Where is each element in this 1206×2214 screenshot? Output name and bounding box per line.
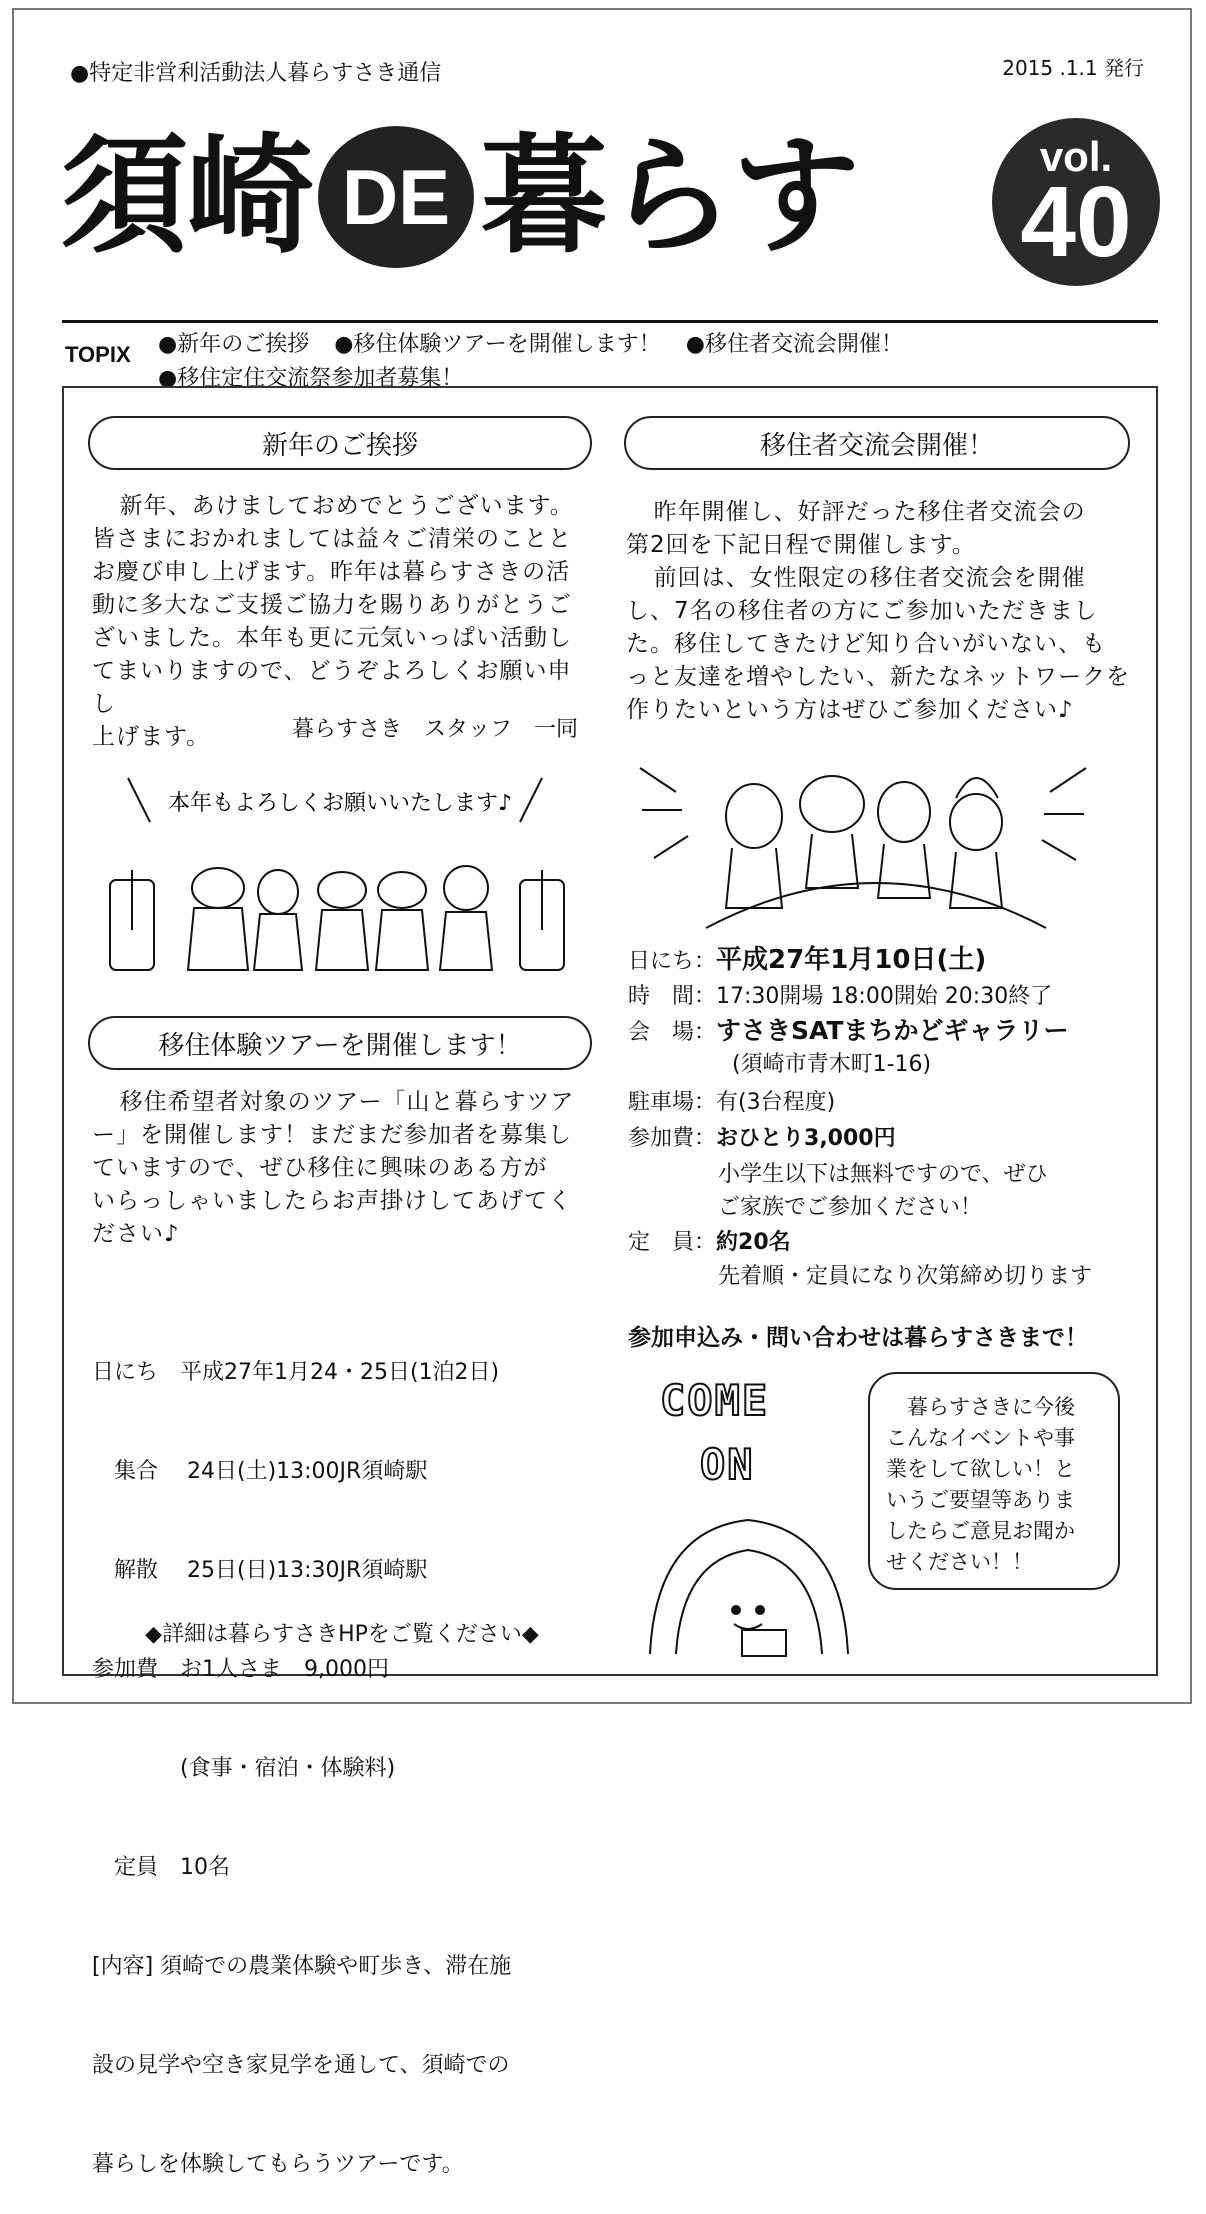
tour-heading: 移住体験ツアーを開催します！ xyxy=(88,1016,592,1070)
title-part1: 須崎 xyxy=(60,122,313,271)
date-label: 日にち： xyxy=(628,949,717,974)
people-illustration xyxy=(636,748,1092,938)
greeting-line: 動に多大なご支援ご協力を賜りありがとうご xyxy=(92,592,572,618)
volume-badge xyxy=(992,118,1160,286)
greeting-signature: 暮らすさき スタッフ 一同 xyxy=(291,717,578,742)
exchange-contact: 参加申込み・問い合わせは暮らすさきまで！ xyxy=(628,1325,1088,1351)
fee-note-line: 小学生以下は無料ですので、ぜひ xyxy=(718,1162,1048,1187)
exchange-fee xyxy=(628,1122,1138,1155)
tour-line: いらっしゃいましたらお声掛けしてあげてく xyxy=(92,1188,572,1214)
exchange-line: た。移住してきたけど知り合いがいない、も xyxy=(626,631,1106,657)
greeting-line: 新年、あけましておめでとうございます。 xyxy=(119,493,574,519)
venue-label: 会 場： xyxy=(628,1020,717,1045)
tour-line: ー」を開催します！まだまだ参加者を募集し xyxy=(92,1122,572,1148)
capacity-label: 定 員： xyxy=(628,1230,717,1255)
greeting-line: 上げます。 xyxy=(92,724,211,750)
topix-item: ●移住体験ツアーを開催します！ xyxy=(334,332,661,357)
bubble-line: こんなイベントや事 xyxy=(886,1426,1075,1450)
exchange-date xyxy=(628,944,1138,978)
exchange-capacity xyxy=(628,1226,1138,1259)
parking-label: 駐車場： xyxy=(628,1090,717,1115)
venue-value: すさきSATまちかどギャラリー xyxy=(716,1016,1069,1045)
tour-detail-line: (食事・宿泊・体験料) xyxy=(92,1756,396,1781)
exchange-body xyxy=(626,496,1136,727)
tour-detail-line: 定員 10名 xyxy=(92,1855,230,1880)
tour-detail-line: 設の見学や空き家見学を通して、須崎での xyxy=(92,2053,510,2078)
volume-number: 40 xyxy=(1020,166,1132,278)
fee-note-line: ご家族でご参加ください！ xyxy=(718,1195,983,1220)
exchange-heading: 移住者交流会開催！ xyxy=(624,416,1130,470)
request-bubble xyxy=(868,1372,1120,1590)
masthead-rule xyxy=(62,320,1158,323)
bubble-line: したらご意見お聞か xyxy=(886,1519,1075,1543)
exchange-line: 前回は、女性限定の移住者交流会を開催 xyxy=(653,565,1086,591)
tour-body xyxy=(92,1086,592,1251)
venue-address: (須崎市青木町1-16) xyxy=(732,1052,932,1077)
tour-line: 移住希望者対象のツアー「山と暮らすツア xyxy=(119,1089,575,1115)
tour-details xyxy=(92,1290,592,2214)
tour-detail-line: 解散 25日(日)13:30JR須崎駅 xyxy=(92,1558,428,1583)
capacity-value: 約20名 xyxy=(716,1230,791,1255)
topix-label: TOPIX xyxy=(65,342,131,367)
parking-value: 有(3台程度) xyxy=(716,1090,836,1115)
greeting-line: てまいりますので、どうぞよろしくお願い申し xyxy=(92,658,572,717)
come-on-illustration xyxy=(636,1500,866,1660)
tour-detail-line: [内容] 須崎での農業体験や町歩き、滞在施 xyxy=(92,1954,512,1979)
exchange-venue xyxy=(628,1014,1138,1049)
time-label: 時 間： xyxy=(628,984,717,1009)
topix-item: ●新年のご挨拶 xyxy=(158,332,310,357)
on-text: ON xyxy=(700,1440,755,1489)
greeting-line: ざいました。本年も更に元気いっぱい活動し xyxy=(92,625,572,651)
tour-detail-line: 日にち 平成27年1月24・25日(1泊2日) xyxy=(92,1360,500,1385)
title-part2: 暮らす xyxy=(480,122,859,271)
exchange-line: 昨年開催し、好評だった移住者交流会の xyxy=(653,499,1086,525)
bubble-line: 暮らすさきに今後 xyxy=(907,1395,1075,1419)
exchange-line: っと友達を増やしたい、新たなネットワークを xyxy=(626,664,1130,690)
tour-detail-line: 暮らしを体験してもらうツアーです。 xyxy=(92,2152,464,2177)
exchange-line: し、7名の移住者の方にご参加いただきまし xyxy=(626,598,1098,624)
bubble-line: 業をして欲しい！と xyxy=(886,1457,1075,1481)
volume-label: vol. xyxy=(1039,133,1113,180)
exchange-line: 第2回を下記日程で開催します。 xyxy=(626,532,976,558)
issue-date: 2015 .1.1 発行 xyxy=(1002,56,1144,80)
capacity-note: 先着順・定員になり次第締め切ります xyxy=(718,1264,1093,1289)
organization-name: ●特定非営利活動法人暮らすさき通信 xyxy=(70,61,442,86)
fee-label: 参加費： xyxy=(628,1126,717,1151)
topix-item: ●移住者交流会開催！ xyxy=(685,332,903,357)
topix-item: ●移住定住交流祭参加者募集！ xyxy=(158,366,464,391)
exchange-time xyxy=(628,980,1138,1013)
greeting-line: 皆さまにおかれましては益々ご清栄のことと xyxy=(92,526,572,552)
tour-line: ださい♪ xyxy=(92,1221,180,1247)
fee-value: おひとり3,000円 xyxy=(716,1126,896,1151)
time-value: 17:30開場 18:00開始 20:30終了 xyxy=(716,984,1053,1009)
exchange-parking xyxy=(628,1086,1138,1119)
tour-detail-line: 参加費 お1人さま 9,000円 xyxy=(92,1657,389,1682)
fee-note xyxy=(718,1158,1138,1224)
greeting-heading: 新年のご挨拶 xyxy=(88,416,592,470)
exchange-line: 作りたいという方はぜひご参加ください♪ xyxy=(626,697,1074,723)
tour-footer: ◆詳細は暮らすさきHPをご覧ください◆ xyxy=(145,1622,539,1647)
new-year-illustration xyxy=(88,770,592,990)
illustration-caption: 本年もよろしくお願いいたします♪ xyxy=(167,791,513,816)
masthead-title xyxy=(60,122,858,272)
bubble-line: いうご要望等ありま xyxy=(886,1488,1075,1512)
come-text: COME xyxy=(660,1376,770,1425)
title-de-circle: DE xyxy=(318,126,474,268)
date-value: 平成27年1月10日(土) xyxy=(716,945,987,975)
greeting-line: お慶び申し上げます。昨年は暮らすさきの活 xyxy=(92,559,571,585)
bubble-line: せください！！ xyxy=(886,1550,1033,1574)
tour-line: ていますので、ぜひ移住に興味のある方が xyxy=(92,1155,548,1181)
tour-detail-line: 集合 24日(土)13:00JR須崎駅 xyxy=(92,1459,428,1484)
